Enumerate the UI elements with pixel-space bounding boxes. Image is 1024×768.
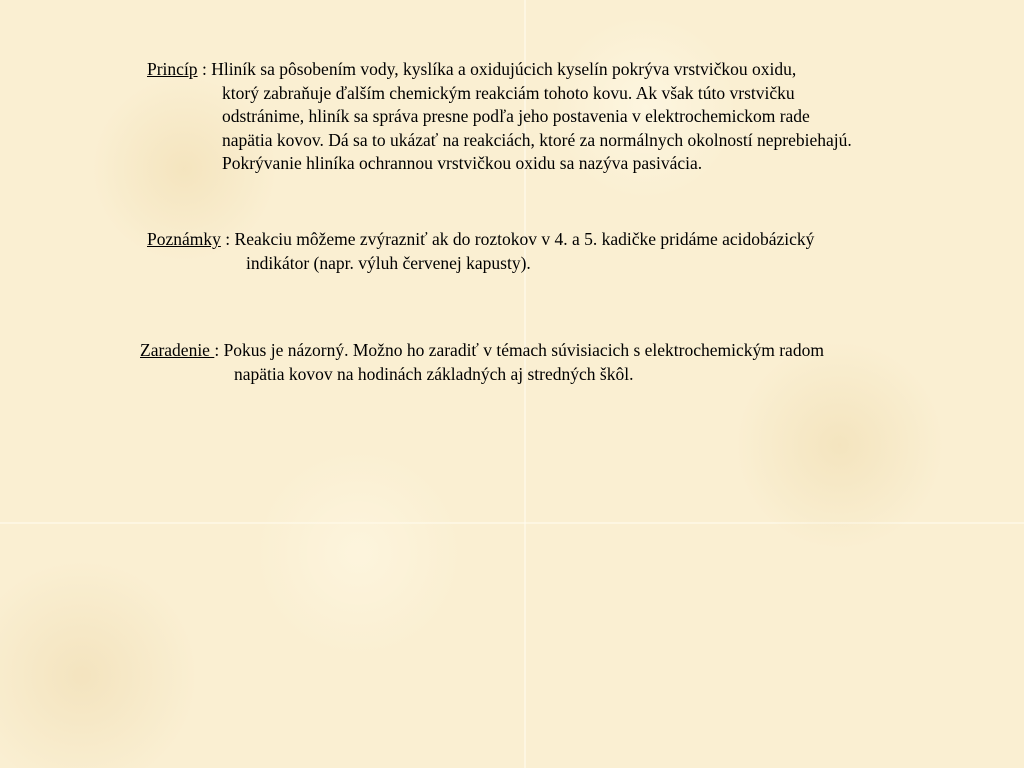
zaradenie-text-line-1: Pokus je názorný. Možno ho zaradiť v témach súvisiacich s elektrochemickým radom xyxy=(223,340,824,360)
zaradenie-first-line xyxy=(140,339,824,363)
princip-section xyxy=(147,58,852,176)
princip-label: Princíp xyxy=(147,59,198,79)
zaradenie-label: Zaradenie xyxy=(140,340,215,360)
poznamky-separator: : xyxy=(220,229,235,249)
princip-text-line-1: Hliník sa pôsobením vody, kyslíka a oxidujúcich kyselín pokrýva vrstvičkou oxidu, xyxy=(211,59,797,79)
princip-separator: : xyxy=(197,59,212,79)
zaradenie-section xyxy=(140,339,824,386)
poznamky-text-line-1: Reakciu môžeme zvýrazniť ak do roztokov v 4. a 5. kadičke pridáme acidobázický xyxy=(234,229,815,249)
princip-text-line-3: odstránime, hliník sa správa presne podľa jeho postavenia v elektrochemickom rade xyxy=(222,106,810,126)
zaradenie-separator: : xyxy=(214,340,224,360)
princip-first-line xyxy=(147,58,852,82)
poznamky-text-line-2: indikátor (napr. výluh červenej kapusty). xyxy=(246,252,531,273)
poznamky-label: Poznámky xyxy=(147,229,221,249)
zaradenie-text-line-2: napätia kovov na hodinách základných aj stredných škôl. xyxy=(234,363,634,384)
princip-text-line-5: Pokrývanie hliníka ochrannou vrstvičkou oxidu sa nazýva pasivácia. xyxy=(222,153,703,173)
princip-text-line-2: ktorý zabraňuje ďalším chemickým reakciám tohoto kovu. Ak však túto vrstvičku xyxy=(222,82,795,103)
poznamky-section xyxy=(147,228,814,275)
princip-text-line-4: napätia kovov. Dá sa to ukázať na reakciách, ktoré za normálnych okolností neprebiehajú. xyxy=(222,129,852,150)
poznamky-first-line xyxy=(147,228,814,252)
